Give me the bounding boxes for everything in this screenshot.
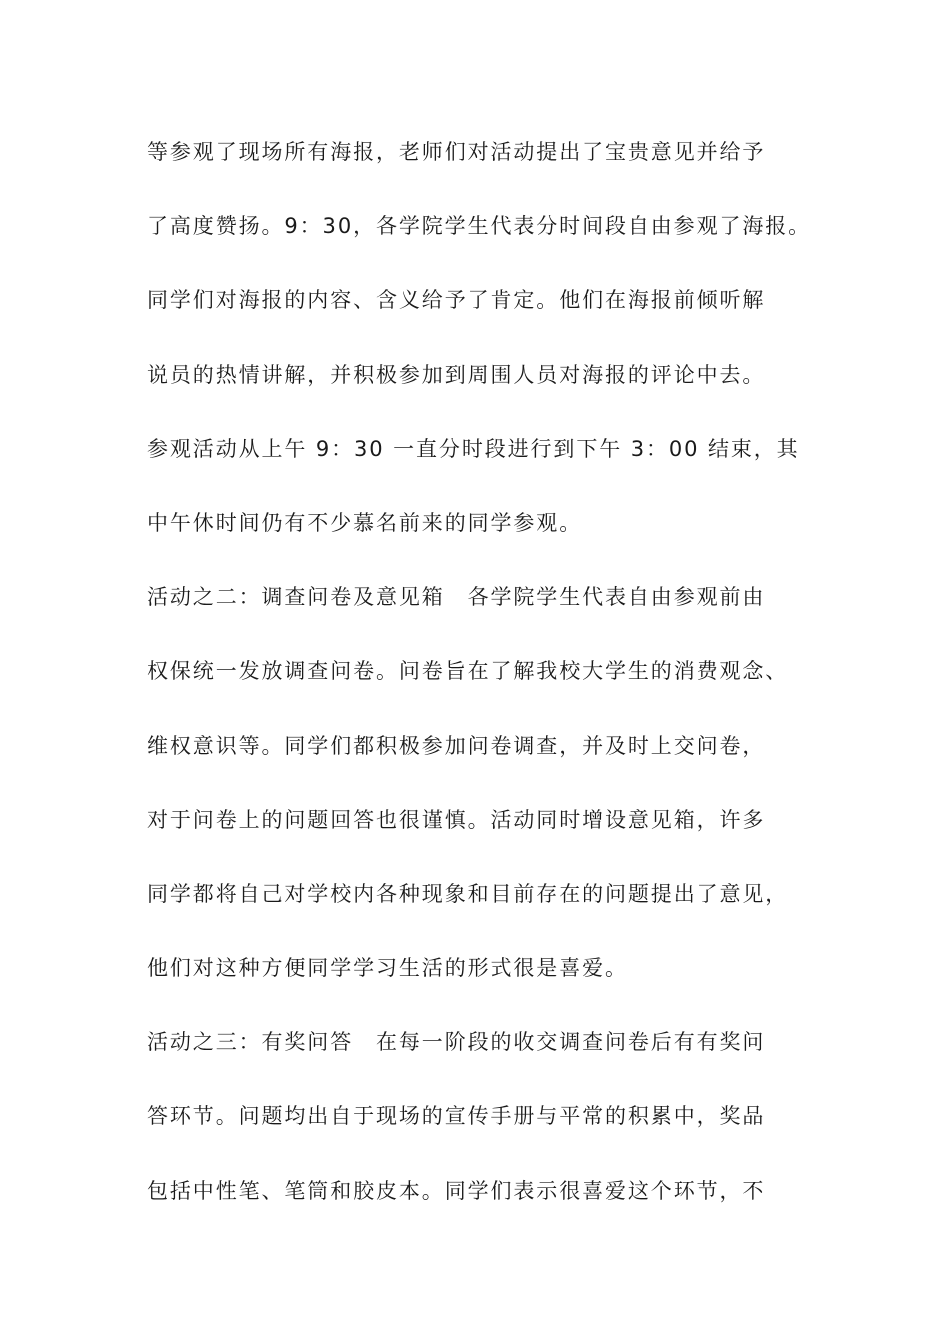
text-line: 答环节。问题均出自于现场的宣传手册与平常的积累中，奖品 (147, 1104, 766, 1129)
section-heading-line: 活动之三：有奖问答 在每一阶段的收交调查问卷后有有奖问 (147, 1030, 766, 1055)
text-line: 维权意识等。同学们都积极参加问卷调查，并及时上交问卷， (147, 733, 766, 758)
text-line: 包括中性笔、笔筒和胶皮本。同学们表示很喜爱这个环节，不 (147, 1178, 766, 1203)
section-heading-line: 活动之二：调查问卷及意见箱 各学院学生代表自由参观前由 (147, 585, 766, 610)
text-line: 参观活动从上午 9：30 一直分时段进行到下午 3：00 结束，其 (147, 436, 800, 461)
text-line: 同学都将自己对学校内各种现象和目前存在的问题提出了意见， (147, 881, 789, 906)
text-line: 说员的热情讲解，并积极参加到周围人员对海报的评论中去。 (147, 362, 766, 387)
text-line: 对于问卷上的问题回答也很谨慎。活动同时增设意见箱，许多 (147, 807, 766, 832)
text-line: 同学们对海报的内容、含义给予了肯定。他们在海报前倾听解 (147, 288, 766, 313)
text-line: 他们对这种方便同学学习生活的形式很是喜爱。 (147, 956, 628, 981)
text-line: 了高度赞扬。9：30，各学院学生代表分时间段自由参观了海报。 (147, 214, 812, 239)
text-line: 权保统一发放调查问卷。问卷旨在了解我校大学生的消费观念、 (147, 659, 789, 684)
text-line: 中午休时间仍有不少慕名前来的同学参观。 (147, 510, 583, 535)
text-line: 等参观了现场所有海报，老师们对活动提出了宝贵意见并给予 (147, 140, 766, 164)
document-body (147, 128, 827, 1241)
